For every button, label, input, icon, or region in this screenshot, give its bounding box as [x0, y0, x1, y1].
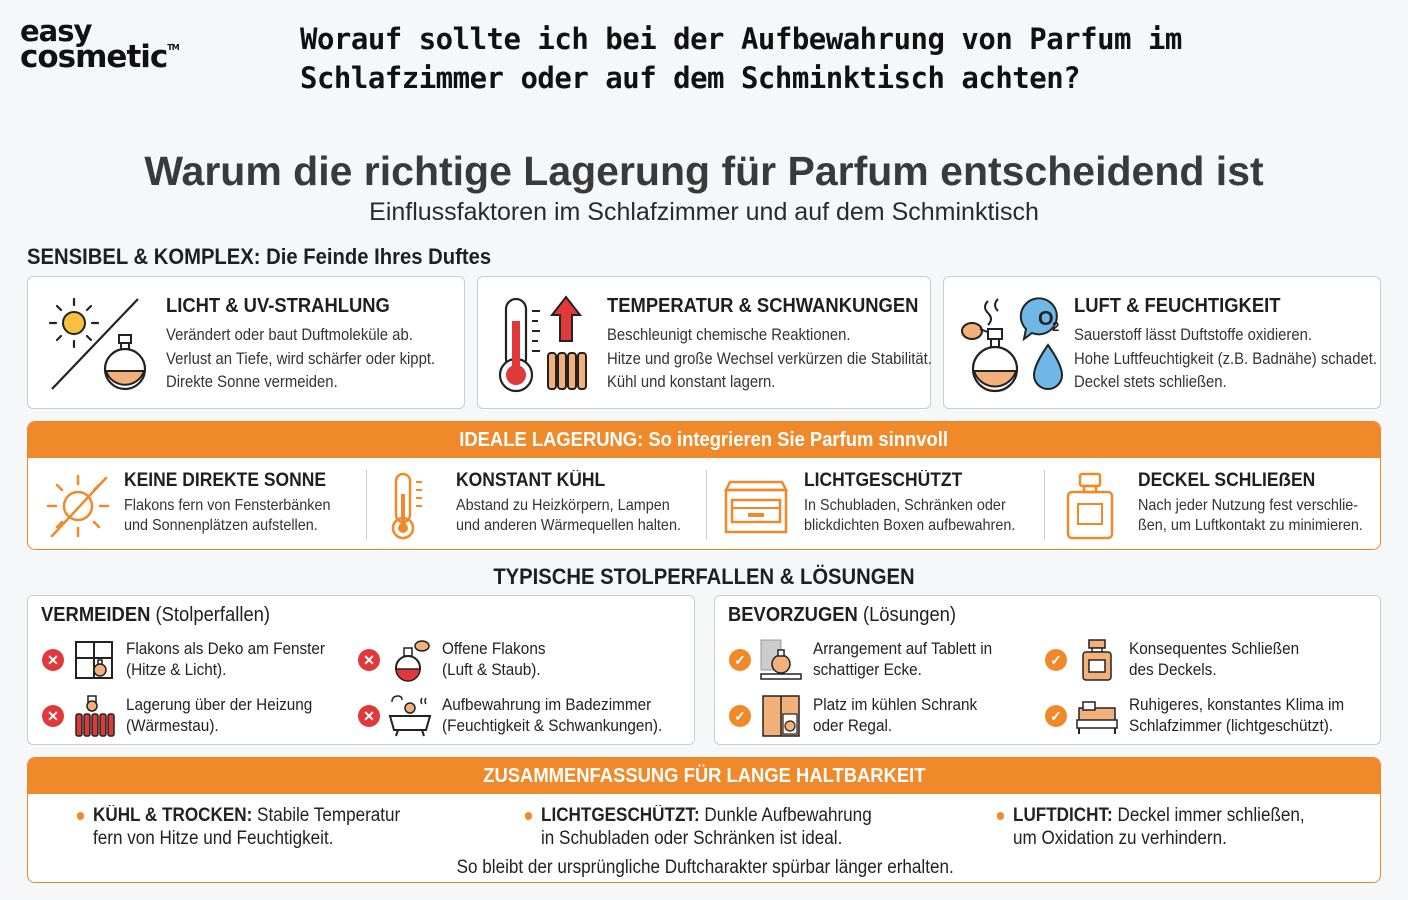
prefer-line: Konsequentes Schließen	[1129, 639, 1300, 658]
page-question: Worauf sollte ich bei der Aufbewahrung von Parfum im Schlafzimmer oder auf dem Schminktisch achten?	[300, 22, 1182, 95]
avoid-line: Lagerung über der Heizung	[126, 695, 313, 714]
prefer-line: des Deckels.	[1129, 660, 1217, 679]
summary-item	[1013, 804, 1305, 850]
summary-rest: Deckel immer schließen,	[1112, 805, 1305, 826]
ideal-line: und anderen Wärmequellen halten.	[456, 517, 681, 534]
divider	[1044, 470, 1045, 540]
enemy-card-temperature	[477, 276, 931, 409]
card-line: Verlust an Tiefe, wird schärfer oder kippt.	[166, 349, 436, 368]
avoid-item	[358, 636, 688, 684]
logo-trademark: TM	[167, 43, 179, 53]
check-icon: ✓	[1045, 649, 1067, 671]
summary-rest: Dunkle Aufbewahrung	[699, 805, 872, 826]
avoid-line: (Hitze & Licht).	[126, 660, 227, 679]
cross-icon: ✕	[42, 705, 64, 727]
prefer-line: oder Regal.	[813, 716, 893, 735]
prefer-item	[729, 636, 1029, 684]
cross-icon: ✕	[358, 649, 380, 671]
no-sun-icon	[42, 470, 114, 542]
ideal-line: In Schubladen, Schränken oder	[804, 497, 1006, 514]
prefer-box	[714, 595, 1381, 745]
window-icon	[72, 638, 116, 682]
summary-footer	[28, 857, 1381, 879]
bathtub-icon	[388, 694, 432, 738]
thermometer-icon	[378, 470, 438, 542]
enemy-card-air	[943, 276, 1381, 409]
pitfalls-heading-text: TYPISCHE STOLPERFALLEN & LÖSUNGEN	[493, 564, 915, 589]
summary-footer-text: So bleibt der ursprüngliche Duftcharakter spürbar länger erhalten.	[456, 857, 954, 878]
prefer-heading	[728, 604, 956, 627]
summary-bold: KÜHL & TROCKEN:	[93, 805, 253, 826]
o2-subscript: 2	[1052, 319, 1060, 334]
avoid-line: Aufbewahrung im Badezimmer	[442, 695, 652, 714]
avoid-line: (Feuchtigkeit & Schwankungen).	[442, 716, 663, 735]
ideal-line: und Sonnenplätzen aufstellen.	[124, 517, 318, 534]
summary-item	[93, 804, 400, 850]
check-icon: ✓	[1045, 705, 1067, 727]
page-subtitle: Einflussfaktoren im Schlafzimmer und auf dem Schminktisch	[369, 198, 1039, 226]
tray-icon	[759, 638, 803, 682]
prefer-item	[729, 692, 1029, 740]
ideal-line: blickdichten Boxen aufbewahren.	[804, 517, 1016, 534]
prefer-item	[1045, 636, 1375, 684]
bullet-dot	[77, 812, 84, 820]
drawer-icon	[720, 470, 792, 542]
enemy-card-light	[27, 276, 465, 409]
ideal-storage-panel	[27, 421, 1381, 550]
enemies-heading: SENSIBEL & KOMPLEX: Die Feinde Ihres Duftes	[27, 244, 492, 269]
page-title: Warum die richtige Lagerung für Parfum entscheidend ist	[144, 148, 1264, 194]
ideal-item-no-sun	[32, 466, 362, 546]
ideal-title: LICHTGESCHÜTZT	[804, 470, 963, 491]
summary-line: in Schubladen oder Schränken ist ideal.	[541, 828, 843, 849]
brand-logo	[20, 14, 179, 76]
card-line: Beschleunigt chemische Reaktionen.	[607, 326, 851, 344]
ideal-storage-heading	[28, 422, 1380, 458]
check-icon: ✓	[729, 649, 751, 671]
avoid-label: VERMEIDEN	[41, 604, 151, 626]
card-title: LUFT & FEUCHTIGKEIT	[1074, 295, 1281, 317]
divider	[366, 470, 367, 540]
summary-heading-text: ZUSAMMENFASSUNG FÜR LANGE HALTBARKEIT	[482, 765, 926, 787]
oxygen-drop-perfume-icon	[958, 291, 1066, 395]
pitfalls-heading	[0, 564, 1408, 590]
prefer-label-rest: (Lösungen)	[857, 604, 957, 626]
summary-bold: LICHTGESCHÜTZT:	[541, 805, 700, 826]
avoid-line: Flakons als Deko am Fenster	[126, 639, 325, 658]
avoid-label-rest: (Stolperfallen)	[150, 604, 271, 626]
prefer-line: Schlafzimmer (lichtgeschützt).	[1129, 716, 1334, 735]
prefer-label: BEVORZUGEN	[728, 604, 858, 626]
closed-bottle-icon	[1062, 470, 1118, 542]
ideal-line: Nach jeder Nutzung fest verschlie-	[1138, 497, 1359, 514]
prefer-line: Ruhigeres, konstantes Klima im	[1129, 695, 1345, 714]
ideal-title: DECKEL SCHLIEẞEN	[1138, 470, 1316, 491]
ideal-title: KONSTANT KÜHL	[456, 470, 606, 491]
card-title: TEMPERATUR & SCHWANKUNGEN	[607, 295, 919, 317]
ideal-line: Flakons fern von Fensterbänken	[124, 497, 331, 514]
prefer-line: schattiger Ecke.	[813, 660, 922, 679]
sun-light-perfume-icon	[42, 291, 150, 395]
summary-panel	[27, 757, 1381, 883]
radiator-icon	[72, 694, 116, 738]
prefer-item	[1045, 692, 1375, 740]
card-line: Deckel stets schließen.	[1074, 373, 1227, 391]
summary-bold: LUFTDICHT:	[1013, 805, 1113, 826]
avoid-line: (Luft & Staub).	[442, 660, 541, 679]
divider	[706, 470, 707, 540]
summary-heading	[28, 758, 1380, 794]
avoid-heading	[41, 604, 270, 627]
summary-item	[541, 804, 872, 850]
ideal-heading-text: IDEALE LAGERUNG: So integrieren Sie Parfum sinnvoll	[459, 429, 949, 451]
card-line: Verändert oder baut Duftmoleküle ab.	[166, 326, 413, 344]
avoid-item	[42, 692, 352, 740]
card-line: Hohe Luftfeuchtigkeit (z.B. Badnähe) schadet.	[1074, 349, 1377, 368]
summary-rest: Stabile Temperatur	[252, 805, 401, 826]
card-line: Sauerstoff lässt Duftstoffe oxidieren.	[1074, 326, 1313, 344]
avoid-line: Offene Flakons	[442, 639, 546, 658]
logo-line-1: easy	[20, 14, 92, 48]
thermometer-radiator-icon	[492, 291, 600, 395]
prefer-line: Platz im kühlen Schrank	[813, 695, 978, 714]
bullet-dot	[997, 812, 1004, 820]
o2-label: O	[1038, 308, 1054, 330]
card-line: Kühl und konstant lagern.	[607, 373, 776, 391]
ideal-title: KEINE DIREKTE SONNE	[124, 470, 327, 491]
cross-icon: ✕	[42, 649, 64, 671]
logo-line-2	[20, 39, 179, 76]
prefer-line: Arrangement auf Tablett in	[813, 639, 993, 658]
summary-line: um Oxidation zu verhindern.	[1013, 828, 1227, 849]
bullet-dot	[525, 812, 532, 820]
avoid-line: (Wärmestau).	[126, 716, 219, 735]
card-line: Hitze und große Wechsel verkürzen die Stabilität.	[607, 349, 932, 368]
logo-word: cosmetic	[20, 39, 168, 76]
cabinet-icon	[759, 694, 803, 738]
summary-line: fern von Hitze und Feuchtigkeit.	[93, 828, 334, 849]
ideal-line: ßen, um Luftkontakt zu minimieren.	[1138, 517, 1363, 534]
ideal-item-close-cap	[1048, 466, 1378, 546]
ideal-item-light-protected	[710, 466, 1040, 546]
ideal-line: Abstand zu Heizkörpern, Lampen	[456, 497, 670, 514]
avoid-box	[27, 595, 695, 745]
avoid-item	[358, 692, 688, 740]
bed-icon	[1075, 694, 1119, 738]
open-bottle-icon	[388, 638, 432, 682]
cross-icon: ✕	[358, 705, 380, 727]
check-icon: ✓	[729, 705, 751, 727]
card-title: LICHT & UV-STRAHLUNG	[166, 295, 390, 317]
card-line: Direkte Sonne vermeiden.	[166, 373, 338, 391]
capped-bottle-icon	[1075, 638, 1119, 682]
avoid-item	[42, 636, 352, 684]
ideal-item-cool	[370, 466, 700, 546]
